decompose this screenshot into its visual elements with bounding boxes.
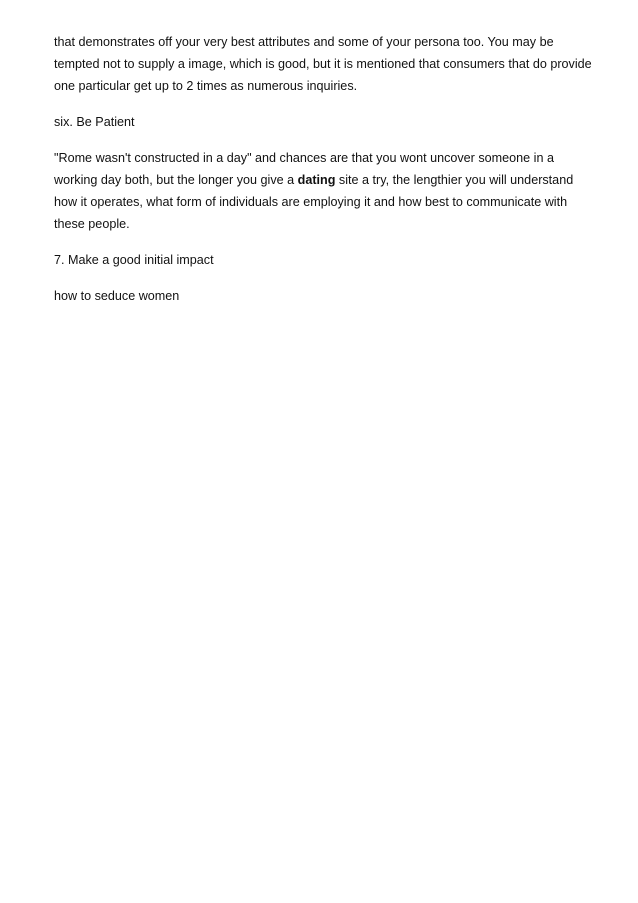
bold-keyword-dating: dating bbox=[297, 173, 336, 188]
document-page bbox=[54, 31, 594, 321]
heading-initial-impact: 7. Make a good initial impact bbox=[54, 253, 214, 268]
paragraph-rome bbox=[54, 147, 594, 236]
paragraph-attributes: that demonstrates off your very best attributes and some of your persona too. You may be tempted not to supply a image, which is good, but it is mentioned that consumers that do provide one particular get up to 2 times as numerous inquiries. bbox=[54, 35, 592, 94]
heading-be-patient: six. Be Patient bbox=[54, 115, 135, 130]
paragraph-rome-end: site a try, the lengthier you will understand how it operates, what form of individuals are employing it and how best to communicate with these people. bbox=[54, 173, 574, 232]
text-seduce-link[interactable]: how to seduce women bbox=[54, 288, 180, 303]
paragraph-rome-start: "Rome wasn't constructed in a day" and chances are that you wont uncover someone in a working day both, but the longer you give a bbox=[54, 150, 554, 188]
